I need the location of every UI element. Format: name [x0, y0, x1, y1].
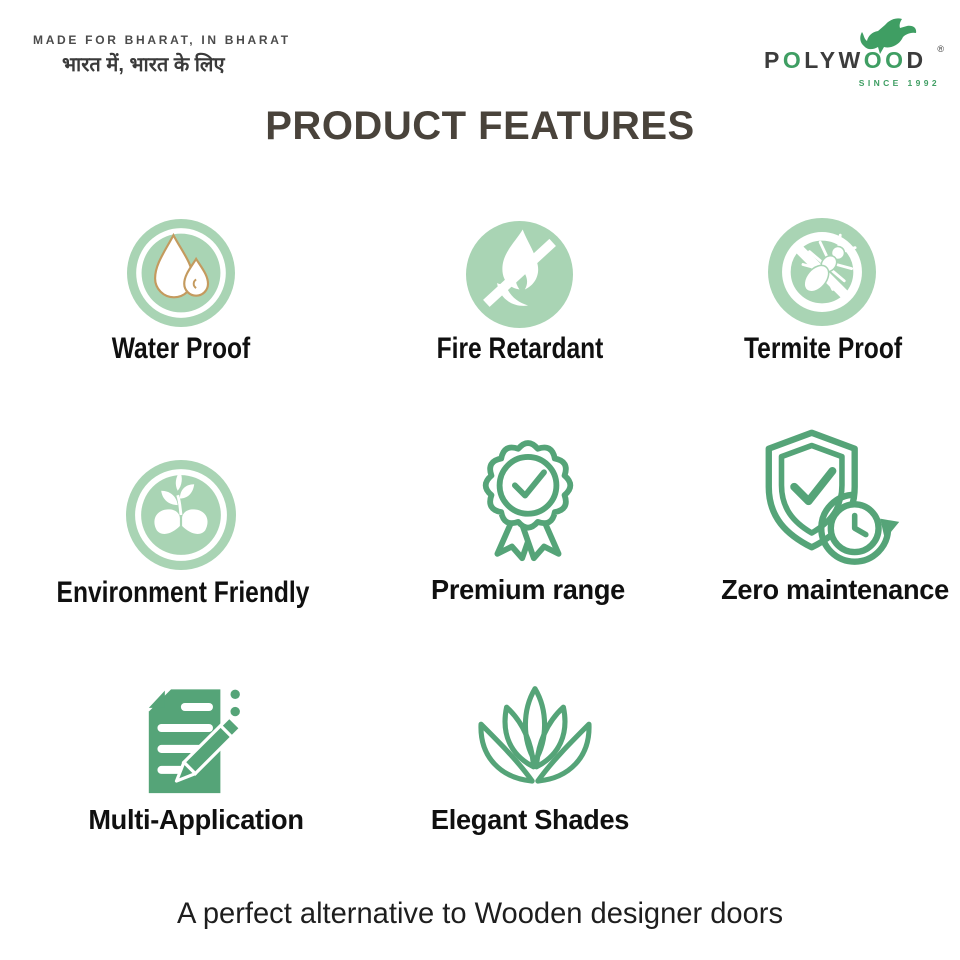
feature-label-environment-friendly: Environment Friendly: [56, 576, 310, 609]
footer-tagline: A perfect alternative to Wooden designer doors: [176, 897, 784, 930]
polywood-wordmark: [764, 47, 927, 74]
water-drop-icon: [127, 219, 235, 327]
shield-clock-icon: [760, 428, 908, 568]
lotus-icon: [464, 678, 606, 796]
feature-label-fire-retardant: Fire Retardant: [436, 332, 604, 365]
termite-no-icon: [768, 218, 876, 326]
document-pencil-icon: [133, 682, 251, 798]
logo-letter-o: O: [885, 47, 907, 73]
made-for-bharat-text: MADE FOR BHARAT, IN BHARAT: [33, 33, 291, 47]
logo-letter-o: O: [863, 47, 886, 73]
feature-label-termite-proof: Termite Proof: [743, 332, 903, 365]
feature-label-water-proof: Water Proof: [111, 332, 251, 365]
logo-letter-o: O: [782, 47, 805, 73]
logo-letter: Y: [819, 47, 839, 73]
logo-letter: D: [906, 47, 927, 73]
feature-label-premium-range: Premium range: [431, 574, 625, 605]
registered-trademark-mark: ®: [937, 44, 944, 54]
feature-label-zero-maintenance: Zero maintenance: [721, 574, 949, 605]
feature-label-multi-application: Multi-Application: [88, 804, 304, 835]
logo-letter: W: [838, 47, 864, 73]
award-rosette-icon: [468, 430, 588, 564]
logo-letter: P: [764, 47, 783, 73]
hands-leaf-icon: [126, 460, 236, 570]
feature-label-elegant-shades: Elegant Shades: [430, 804, 630, 835]
polywood-logo: [764, 20, 944, 88]
page-title: PRODUCT FEATURES: [265, 104, 695, 148]
logo-letter: L: [804, 47, 820, 73]
logo-since-text: SINCE 1992: [858, 78, 940, 88]
made-for-bharat-hindi-text: भारत में, भारत के लिए: [62, 54, 225, 76]
fire-no-icon: [466, 221, 573, 328]
